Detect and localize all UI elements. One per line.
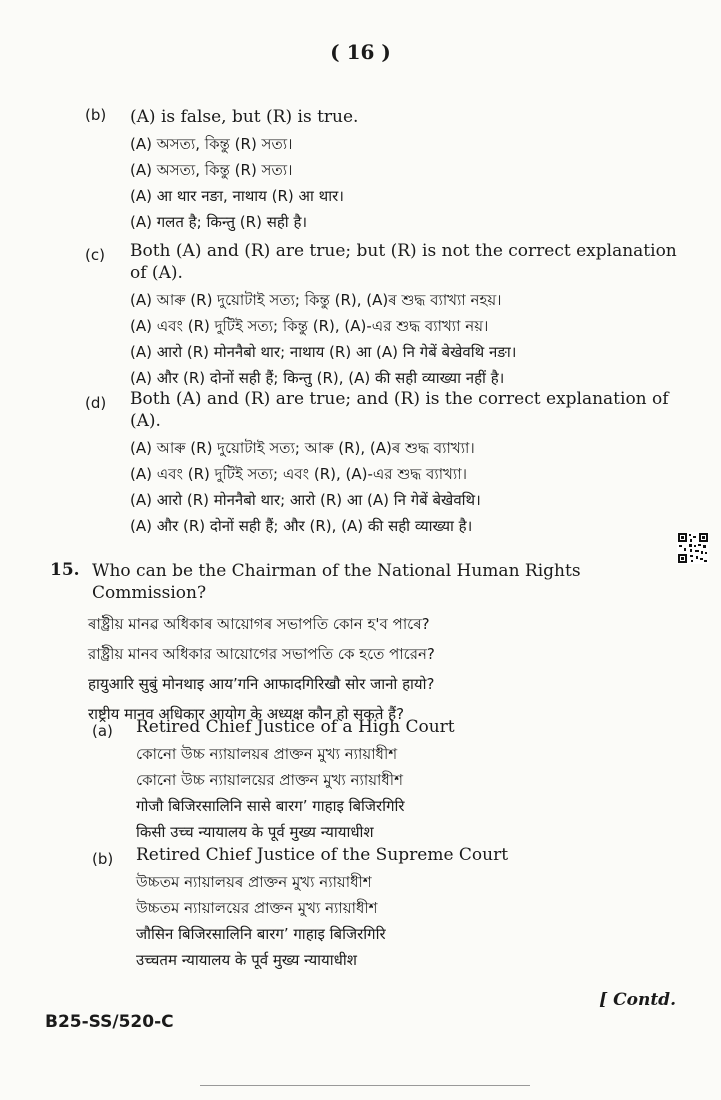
- option-label: (d): [85, 394, 107, 412]
- option-d-prev: [85, 388, 685, 536]
- translation-hindi: किसी उच्च न्यायालय के पूर्व मुख्य न्यायाधीश: [136, 823, 374, 841]
- option-text-english: (A) is false, but (R) is true.: [130, 107, 359, 127]
- question-15: [50, 560, 660, 724]
- translation-bodo: (A) आरो (R) मोननैबो थार; नाथाय (R) आ (A) नि गेबें बेखेवथि नङा।: [130, 343, 517, 361]
- option-a: [92, 716, 692, 842]
- option-c-prev: [85, 240, 685, 388]
- translation-hindi: (A) और (R) दोनों सही हैं; और (R), (A) की सही व्याख्या है।: [130, 517, 473, 535]
- translation-bengali: কোনো উচ্চ ন্যায়ালয়ের প্রাক্তন মুখ্য ন্যায়াধীশ: [136, 771, 403, 789]
- option-label: (b): [85, 106, 107, 124]
- question-text-english: Who can be the Chairman of the National Human Rights Commission?: [92, 561, 581, 603]
- bottom-rule: [200, 1085, 530, 1086]
- translation-bodo: (A) आ थार नङा, नाथाय (R) आ थार।: [130, 187, 344, 205]
- question-translation-assamese: ৰাষ্ট্ৰীয় মানৱ অধিকাৰ আয়োগৰ সভাপতি কোন হ'ব পাৰে?: [88, 615, 430, 633]
- translation-hindi: (A) और (R) दोनों सही हैं; किन्तु (R), (A) की सही व्याख्या नहीं है।: [130, 369, 505, 387]
- option-label: (b): [92, 850, 114, 868]
- question-translation-bengali: রাষ্ট্রীয় মানব অধিকার আয়োগের সভাপতি কে হতে পারেন?: [88, 645, 435, 663]
- translation-bengali: (A) এবং (R) দুটিই সত্য; কিন্তু (R), (A)-এর শুদ্ধ ব্যাখ্যা নয়।: [130, 317, 489, 335]
- translation-bodo: जौसिन बिजिरसालिनि बारगʼ गाहाइ बिजिरगिरि: [136, 925, 386, 943]
- page-number: ( 16 ): [330, 40, 391, 64]
- translation-bengali: (A) এবং (R) দুটিই সত্য; এবং (R), (A)-এর শুদ্ধ ব্যাখ্যা।: [130, 465, 467, 483]
- option-text-english: Retired Chief Justice of the Supreme Court: [136, 845, 509, 865]
- option-label: (a): [92, 722, 113, 740]
- translation-assamese: (A) অসত্য, কিন্তু (R) সত্য।: [130, 135, 293, 153]
- translation-hindi: उच्चतम न्यायालय के पूर्व मुख्य न्यायाधीश: [136, 951, 357, 969]
- translation-bodo: गोजौ बिजिरसालिनि सासे बारगʼ गाहाइ बिजिरगिरि: [136, 797, 405, 815]
- continued-marker: [ Contd.: [599, 990, 676, 1010]
- option-b: [92, 844, 692, 970]
- translation-assamese: (A) আৰু (R) দুয়োটাই সত্য; আৰু (R), (A)ৰ শুদ্ধ ব্যাখ্যা।: [130, 439, 475, 457]
- option-text-english: Retired Chief Justice of a High Court: [136, 717, 455, 737]
- translation-bengali: (A) অসত্য, কিন্তু (R) সত্য।: [130, 161, 293, 179]
- option-text-english: Both (A) and (R) are true; and (R) is the correct explanation of (A).: [130, 389, 669, 431]
- option-b-prev: [85, 106, 685, 232]
- translation-assamese: উচ্চতম ন্যায়ালয়ৰ প্ৰাক্তন মুখ্য ন্যায়াধীশ: [136, 873, 372, 891]
- question-translation-hindi: राष्ट्रीय मानव अधिकार आयोग के अध्यक्ष कौन हो सकते हैं?: [88, 705, 405, 723]
- translation-bodo: (A) आरो (R) मोननैबो थार; आरो (R) आ (A) नि गेबें बेखेवथि।: [130, 491, 481, 509]
- question-number: 15.: [50, 560, 80, 580]
- translation-assamese: (A) আৰু (R) দুয়োটাই সত্য; কিন্তু (R), (A)ৰ শুদ্ধ ব্যাখ্যা নহয়।: [130, 291, 502, 309]
- paper-code: B25-SS/520-C: [45, 1012, 174, 1032]
- translation-assamese: কোনো উচ্চ ন্যায়ালয়ৰ প্ৰাক্তন মুখ্য ন্যায়াধীশ: [136, 745, 398, 763]
- option-text-english: Both (A) and (R) are true; but (R) is not the correct explanation of (A).: [130, 241, 677, 283]
- qr-code-icon: [677, 532, 709, 564]
- question-translation-bodo: हायुआरि सुबुं मोनथाइ आयʼगनि आफादगिरिखौ सोर जानो हायो?: [88, 675, 435, 693]
- translation-hindi: (A) गलत है; किन्तु (R) सही है।: [130, 213, 308, 231]
- option-label: (c): [85, 246, 105, 264]
- translation-bengali: উচ্চতম ন্যায়ালয়ের প্রাক্তন মুখ্য ন্যায়াধীশ: [136, 899, 378, 917]
